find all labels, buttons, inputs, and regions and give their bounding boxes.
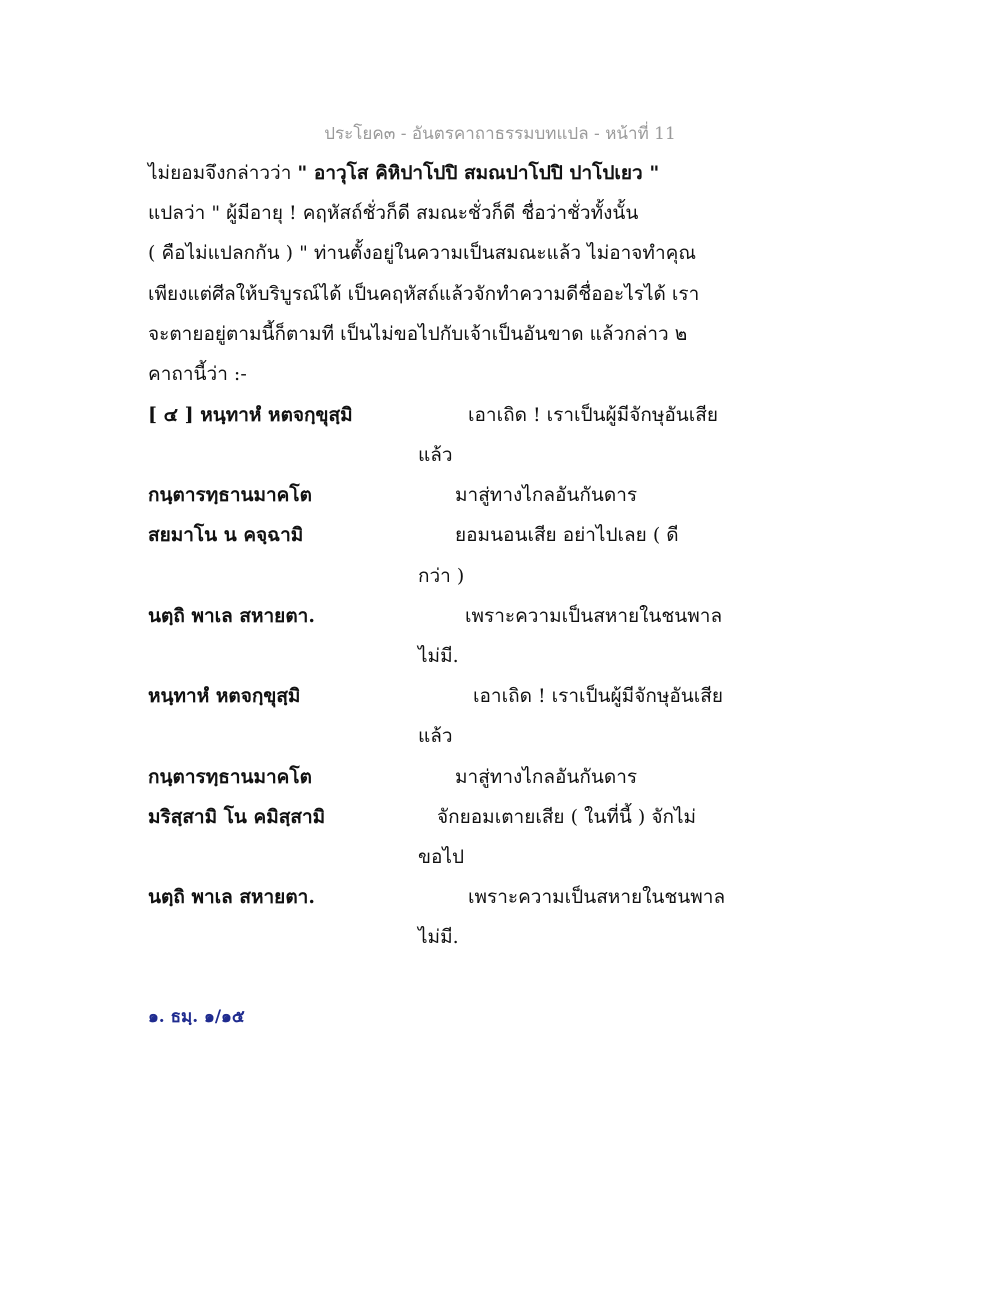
para-line-6: คาถานี้ว่า :- (148, 363, 247, 385)
para-line-5: จะตายอยู่ตามนี้ก็ตามที เป็นไม่ขอไปกับเจ้าเป็นอันขาด แล้วกล่าว ๒ (148, 323, 688, 345)
verse-pali-2: กนฺตารทฺธานมาคโต (148, 484, 312, 506)
verse-translation-6: มาสู่ทางไกลอันกันดาร (455, 766, 638, 788)
verse-translation-4: เพราะความเป็นสหายในชนพาล (465, 605, 723, 627)
verse-translation-4-cont: ไม่มี. (418, 645, 459, 667)
para-line-4: เพียงแต่ศีลให้บริบูรณ์ได้ เป็นคฤหัสถ์แล้วจักทำความดีชื่ออะไรได้ เรา (148, 283, 700, 305)
verse-pali-6: กนฺตารทฺธานมาคโต (148, 766, 312, 788)
para-line-3: ( คือไม่แปลกกัน ) " ท่านตั้งอยู่ในความเป็นสมณะแล้ว ไม่อาจทำคุณ (148, 242, 696, 264)
verse-pali-4: นตฺถิ พาเล สหายตา. (148, 605, 315, 627)
verse-translation-8: เพราะความเป็นสหายในชนพาล (468, 886, 726, 908)
verse-pali-8: นตฺถิ พาเล สหายตา. (148, 886, 315, 908)
verse-pali-1: [ ๔ ] หนฺทาหํ หตจกฺขุสฺมิ (148, 404, 353, 426)
para-line-2: แปลว่า " ผู้มีอายุ ! คฤหัสถ์ชั่วก็ดี สมณะชั่วก็ดี ชื่อว่าชั่วทั้งนั้น (148, 202, 639, 224)
para-line-1-pali-quote: " อาวุโส คิหิปาโปปิ สมณปาโปปิ ปาโปเยว " (297, 162, 660, 184)
verse-translation-3: ยอมนอนเสีย อย่าไปเลย ( ดี (455, 524, 679, 546)
verse-translation-5-cont: แล้ว (418, 725, 453, 747)
verse-translation-7-cont: ขอไป (418, 846, 465, 868)
verse-pali-7: มริสฺสามิ โน คมิสฺสามิ (148, 806, 326, 828)
verse-translation-1: เอาเถิด ! เราเป็นผู้มีจักษุอันเสีย (468, 404, 718, 426)
footnote: ๑. ธมฺ. ๑/๑๕ (148, 1007, 245, 1027)
verse-translation-7: จักยอมเตายเสีย ( ในที่นี้ ) จักไม่ (437, 806, 697, 828)
para-line-1 (148, 160, 659, 186)
verse-translation-2: มาสู่ทางไกลอันกันดาร (455, 484, 638, 506)
page-header: ประโยค๓ - อันตรคาถาธรรมบทแปล - หน้าที่ 11 (324, 124, 676, 144)
verse-pali-3: สยมาโน น คจฺฉามิ (148, 524, 304, 546)
para-line-1-plain: ไม่ยอมจึงกล่าวว่า (148, 162, 298, 184)
verse-translation-3-cont: กว่า ) (418, 565, 465, 587)
verse-translation-1-cont: แล้ว (418, 444, 453, 466)
verse-translation-8-cont: ไม่มี. (418, 926, 459, 948)
verse-pali-5: หนฺทาหํ หตจกฺขุสฺมิ (148, 685, 301, 707)
verse-translation-5: เอาเถิด ! เราเป็นผู้มีจักษุอันเสีย (473, 685, 723, 707)
